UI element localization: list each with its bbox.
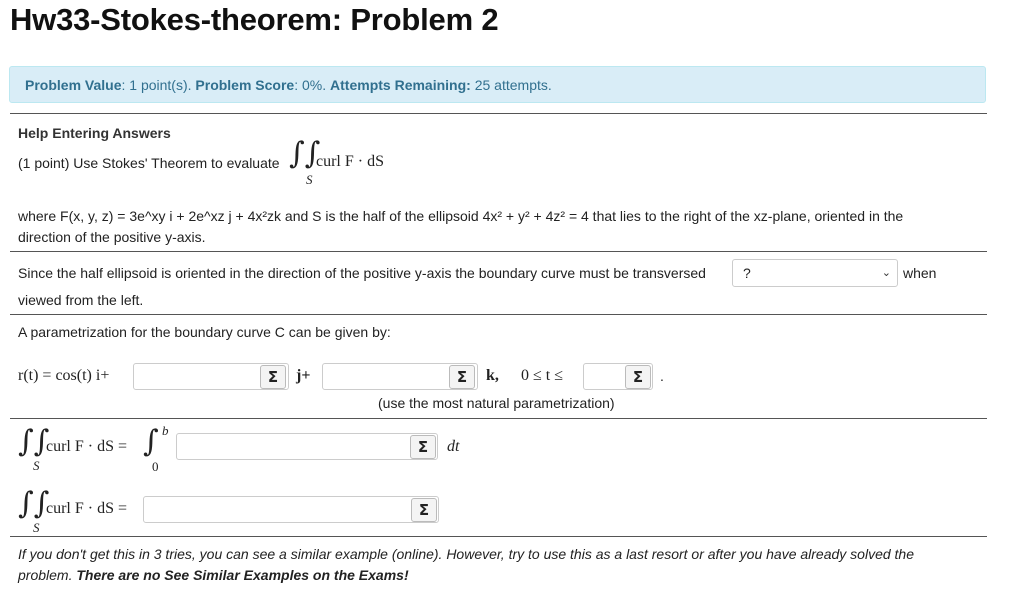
footer-text: If you don't get this in 3 tries, you can see a similar example (online). However, try to use this as a last resort or after you have already solved the [18,546,914,562]
integral-expression: curl F · dS [316,153,384,170]
divider [10,251,987,252]
orientation-select[interactable] [732,259,898,287]
t-range-label: 0 ≤ t ≤ [521,367,564,384]
chevron-down-icon: ⌄ [881,267,891,279]
double-integral-symbol: ∫∫ [18,424,50,459]
integral-lower-limit: 0 [152,459,159,474]
attempts-remaining-text: 25 attempts. [470,77,552,93]
footer-note [18,544,978,586]
k-label: k, [486,367,499,384]
footer-text-line2: problem. [18,567,77,583]
integral-subscript: S [33,520,40,535]
natural-parametrization-note: (use the most natural parametrization) [378,395,615,411]
parametrization-label: A parametrization for the boundary curve C can be given by: [18,324,391,340]
r-t-label: r(t) = cos(t) i+ [18,367,110,384]
period: . [660,368,664,384]
double-integral-symbol: ∫∫ [18,486,50,521]
divider [10,314,987,315]
problem-value-label: Problem Value [25,77,122,93]
sigma-icon[interactable]: Σ [411,498,437,522]
orientation-text-line2: viewed from the left. [18,292,144,308]
orientation-when: when [903,265,937,281]
eq1-lhs: curl F · dS = [46,438,128,455]
integrand-input[interactable] [176,433,438,460]
orientation-text: Since the half ellipsoid is oriented in the direction of the positive y-axis the boundary curve must be transversed [18,265,706,281]
eq2-lhs: curl F · dS = [46,500,128,517]
sigma-icon[interactable]: Σ [410,435,436,459]
sigma-icon[interactable]: Σ [449,365,475,389]
dt-label: dt [447,438,460,455]
j-label: j+ [296,367,311,384]
divider [10,536,987,537]
final-value-input[interactable] [143,496,439,523]
divider [10,113,987,114]
problem-value-text: : 1 point(s). [121,77,196,93]
single-integral-symbol: ∫ [143,424,159,459]
problem-where-line1: where F(x, y, z) = 3e^xy i + 2e^xz j + 4x²zk and S is the half of the ellipsoid 4x² + y² + 4z² = 4 that lies to the right of the xz-plane, oriented in the [18,208,904,224]
double-integral-symbol: ∫∫ [289,136,321,171]
divider [10,418,987,419]
orientation-select-value: ? [743,265,751,281]
problem-where-line2: direction of the positive y-axis. [18,229,206,245]
integral-upper-limit: b [162,423,169,438]
problem-intro: (1 point) Use Stokes' Theorem to evaluate [18,155,280,171]
problem-info-box [9,66,986,103]
integral-subscript: S [306,172,313,187]
integral-subscript: S [33,458,40,473]
sigma-icon[interactable]: Σ [625,365,651,389]
problem-score-text: : 0%. [294,77,331,93]
sigma-icon[interactable]: Σ [260,365,286,389]
page-title: Hw33-Stokes-theorem: Problem 2 [10,2,499,37]
help-entering-answers-link[interactable]: Help Entering Answers [18,125,171,141]
problem-score-label: Problem Score [195,77,295,93]
attempts-remaining-label: Attempts Remaining: [330,77,471,93]
footer-bold-text: There are no See Similar Examples on the Exams! [76,567,409,583]
